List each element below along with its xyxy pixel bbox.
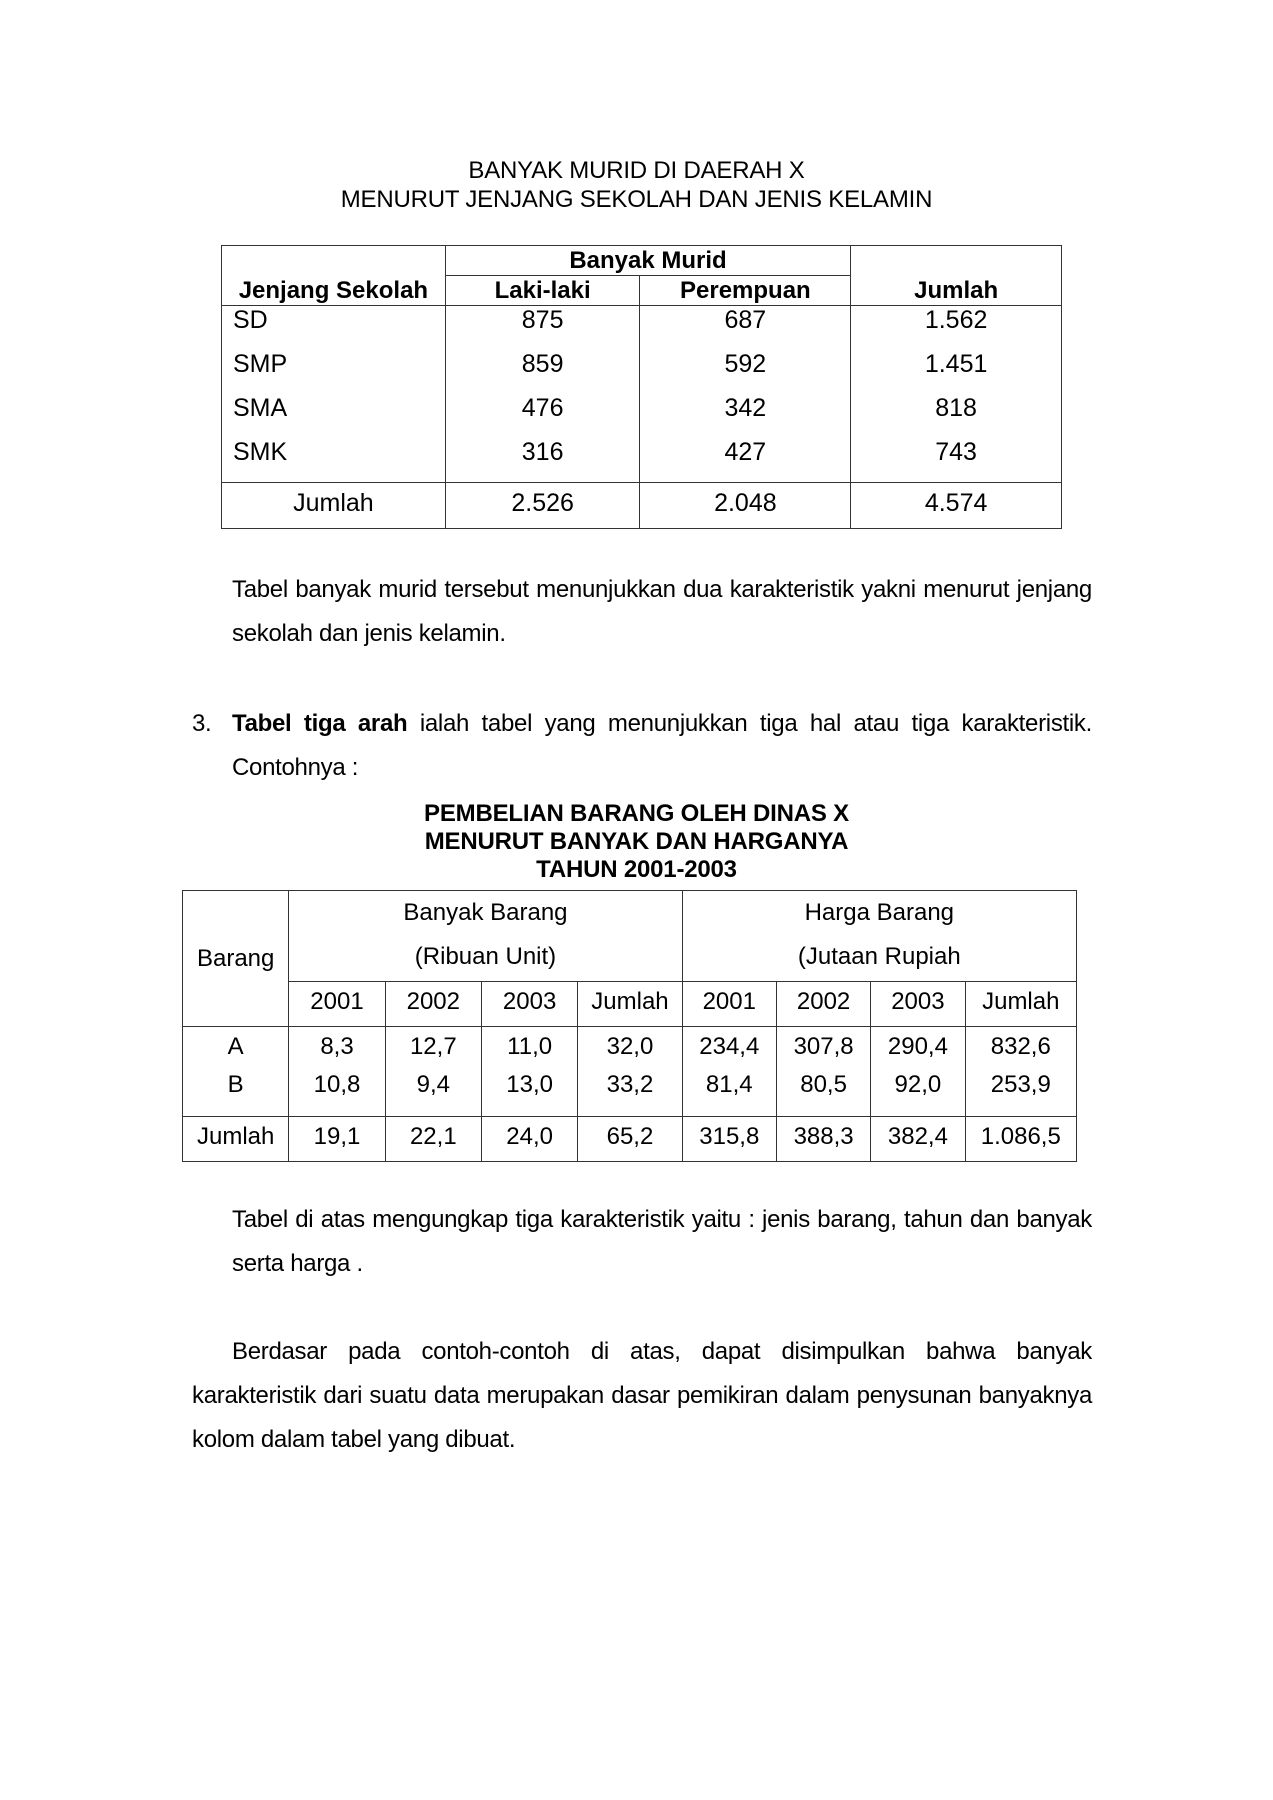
cell-barang: B bbox=[183, 1071, 289, 1117]
cell-total: 382,4 bbox=[871, 1117, 965, 1162]
header-banyak-line1: Banyak Barang bbox=[403, 899, 568, 926]
list-number: 3. bbox=[192, 710, 212, 737]
table2-title-line2: MENURUT BANYAK DAN HARGANYA bbox=[424, 828, 849, 855]
subheader-year: 2003 bbox=[481, 982, 577, 1027]
cell-total: 1.086,5 bbox=[965, 1117, 1076, 1162]
cell-jenjang: SMA bbox=[222, 394, 446, 438]
cell-value: 33,2 bbox=[578, 1071, 682, 1117]
cell-value: 234,4 bbox=[682, 1027, 776, 1071]
cell-value: 290,4 bbox=[871, 1027, 965, 1071]
cell-value: 9,4 bbox=[385, 1071, 481, 1117]
cell-perempuan: 342 bbox=[640, 394, 851, 438]
subheader-year: 2001 bbox=[682, 982, 776, 1027]
subheader-year: 2002 bbox=[776, 982, 870, 1027]
table-total-row bbox=[222, 483, 1062, 529]
table1-title-line2: MENURUT JENJANG SEKOLAH DAN JENIS KELAMIN bbox=[340, 186, 933, 213]
cell-total: 24,0 bbox=[481, 1117, 577, 1162]
cell-total: 19,1 bbox=[289, 1117, 385, 1162]
table2-title bbox=[0, 800, 1273, 884]
cell-value: 10,8 bbox=[289, 1071, 385, 1117]
cell-value: 92,0 bbox=[871, 1071, 965, 1117]
list-item-3 bbox=[192, 702, 1092, 790]
table-row bbox=[183, 1071, 1077, 1117]
cell-jumlah: 743 bbox=[851, 438, 1062, 483]
list-item-text: ialah tabel yang menunjukkan tiga hal atau tiga karakteristik. Contohnya : bbox=[232, 710, 1092, 781]
header-jumlah: Jumlah bbox=[851, 246, 1062, 306]
cell-value: 81,4 bbox=[682, 1071, 776, 1117]
term-tabel-tiga-arah: Tabel tiga arah bbox=[232, 710, 408, 737]
header-harga-line1: Harga Barang bbox=[804, 899, 955, 926]
header-laki: Laki-laki bbox=[445, 276, 640, 306]
cell-total-perempuan: 2.048 bbox=[640, 483, 851, 529]
header-banyak-barang bbox=[289, 891, 682, 982]
cell-perempuan: 427 bbox=[640, 438, 851, 483]
header-jenjang: Jenjang Sekolah bbox=[222, 246, 446, 306]
cell-total-label: Jumlah bbox=[222, 483, 446, 529]
header-harga-line2: (Jutaan Rupiah bbox=[797, 943, 961, 970]
table2-title-line3: TAHUN 2001-2003 bbox=[536, 856, 737, 883]
cell-value: 13,0 bbox=[481, 1071, 577, 1117]
paragraph-conclusion: Berdasar pada contoh-contoh di atas, dapat disimpulkan bahwa banyak karakteristik dari suatu data merupakan dasar pemikiran dalam penysunan banyaknya kolom dalam tabel yang dibuat. bbox=[192, 1338, 1092, 1453]
cell-value: 307,8 bbox=[776, 1027, 870, 1071]
cell-total-jumlah: 4.574 bbox=[851, 483, 1062, 529]
subheader-jumlah: Jumlah bbox=[578, 982, 682, 1027]
cell-total-label: Jumlah bbox=[183, 1117, 289, 1162]
cell-perempuan: 687 bbox=[640, 306, 851, 351]
paragraph-table2-explanation: Tabel di atas mengungkap tiga karakteristik yaitu : jenis barang, tahun dan banyak serta harga . bbox=[232, 1206, 1092, 1277]
cell-laki: 316 bbox=[445, 438, 640, 483]
cell-jumlah: 1.562 bbox=[851, 306, 1062, 351]
cell-value: 11,0 bbox=[481, 1027, 577, 1071]
students-table bbox=[221, 245, 1062, 529]
cell-jumlah: 818 bbox=[851, 394, 1062, 438]
cell-laki: 476 bbox=[445, 394, 640, 438]
header-banyak-murid: Banyak Murid bbox=[445, 246, 850, 276]
table-row bbox=[222, 306, 1062, 351]
header-barang: Barang bbox=[183, 891, 289, 1027]
subheader-year: 2001 bbox=[289, 982, 385, 1027]
table-row bbox=[222, 394, 1062, 438]
cell-barang: A bbox=[183, 1027, 289, 1071]
table-total-row bbox=[183, 1117, 1077, 1162]
cell-value: 253,9 bbox=[965, 1071, 1076, 1117]
table1-title bbox=[0, 156, 1273, 214]
cell-value: 80,5 bbox=[776, 1071, 870, 1117]
table-row bbox=[222, 438, 1062, 483]
cell-value: 832,6 bbox=[965, 1027, 1076, 1071]
header-banyak-line2: (Ribuan Unit) bbox=[414, 943, 557, 970]
table-row bbox=[222, 350, 1062, 394]
cell-total-laki: 2.526 bbox=[445, 483, 640, 529]
cell-jenjang: SMP bbox=[222, 350, 446, 394]
table-row bbox=[183, 1027, 1077, 1071]
paragraph-table1-explanation: Tabel banyak murid tersebut menunjukkan dua karakteristik yakni menurut jenjang sekolah dan jenis kelamin. bbox=[232, 576, 1092, 647]
cell-value: 32,0 bbox=[578, 1027, 682, 1071]
subheader-jumlah: Jumlah bbox=[965, 982, 1076, 1027]
cell-value: 8,3 bbox=[289, 1027, 385, 1071]
cell-value: 12,7 bbox=[385, 1027, 481, 1071]
table1-title-line1: BANYAK MURID DI DAERAH X bbox=[468, 157, 805, 184]
subheader-year: 2002 bbox=[385, 982, 481, 1027]
cell-laki: 875 bbox=[445, 306, 640, 351]
cell-total: 315,8 bbox=[682, 1117, 776, 1162]
purchases-table bbox=[182, 890, 1077, 1162]
cell-total: 65,2 bbox=[578, 1117, 682, 1162]
cell-jumlah: 1.451 bbox=[851, 350, 1062, 394]
header-harga-barang bbox=[682, 891, 1076, 982]
cell-jenjang: SMK bbox=[222, 438, 446, 483]
cell-perempuan: 592 bbox=[640, 350, 851, 394]
cell-total: 388,3 bbox=[776, 1117, 870, 1162]
cell-jenjang: SD bbox=[222, 306, 446, 351]
cell-laki: 859 bbox=[445, 350, 640, 394]
table2-title-line1: PEMBELIAN BARANG OLEH DINAS X bbox=[424, 800, 849, 827]
header-perempuan: Perempuan bbox=[640, 276, 851, 306]
subheader-year: 2003 bbox=[871, 982, 965, 1027]
cell-total: 22,1 bbox=[385, 1117, 481, 1162]
